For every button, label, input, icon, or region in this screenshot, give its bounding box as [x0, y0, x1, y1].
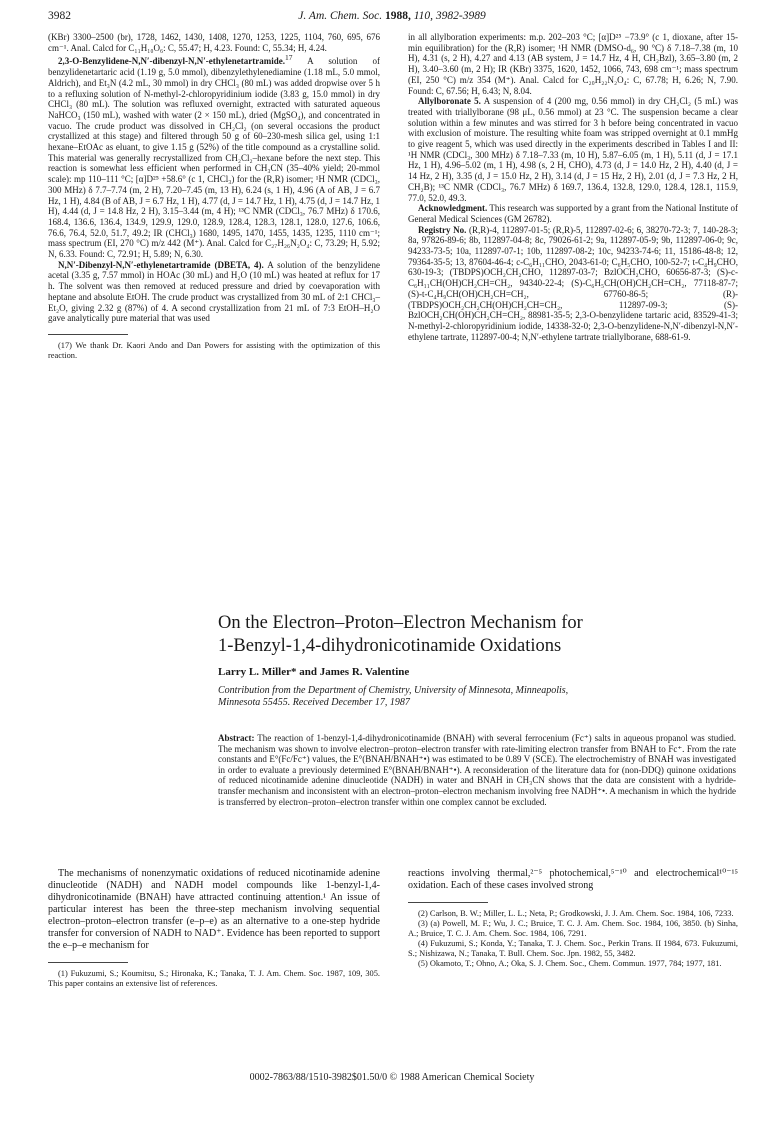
page-number: 3982 — [48, 10, 71, 22]
paragraph-body: This research was supported by a grant from the National Institute of General Medical Sciences (GM 26782). — [408, 203, 738, 224]
reference: (2) Carlson, B. W.; Miller, L. L.; Neta, P.; Grodkowski, J. J. Am. Chem. Soc. 1984, 106, 7233. — [418, 909, 734, 918]
affiliation-line: Contribution from the Department of Chemistry, University of Minnesota, Minneapolis, — [218, 685, 569, 696]
footnotes — [48, 969, 380, 989]
journal-year: 1988, — [384, 10, 411, 22]
registry-numbers — [408, 225, 738, 343]
title-line: On the Electron–Proton–Electron Mechanism for — [218, 613, 583, 633]
abstract-body: The reaction of 1-benzyl-1,4-dihydronicotinamide (BNAH) with several ferrocenium (Fc⁺) salts in aqueous propanol was studied. The mechanism was shown to involve electron–proton–electron transfer with rate-limiting electron transfer from BNAH to Fc⁺. From the rate constants and E°(Fc/Fc⁺) values, the E°(BNAH/BNAH⁺•) was estimated to be 0.89 V (SCE). The electrochemistry of BNAH was investigated in order to evaluate a previously determined E°(BNAH/BNAH⁺•). A reconsideration of the literature data for (non-DDQ) quinone oxidations of reduced nicotinamide adenine dinucleotide (NADH) in water and BNAH in CH₃CN shows that the data are consistent with a hydride-transfer mechanism and inconsistent with an electron–proton–electron mechanism involving free NADH⁺•. A mechanism in which the hydride is transferred by electron–proton–electron transfer within one complex cannot be excluded. — [218, 733, 736, 807]
abstract-label: Abstract: — [218, 733, 255, 743]
paragraph: The mechanisms of nonenzymatic oxidations of reduced nicotinamide adenine dinucleotide (NADH) and NADH model compounds like 1-benzyl-1,4-dihydronicotinamide (BNAH) have attracted continuing attention.¹ An issue of particular interest has been the three-step mechanism involving sequential electron–proton–electron transfer (e–p–e) as an alternative to a one-step hydride transfer for conversion of NADH to NAD⁺. Evidence has been reported to support the e–p–e mechanism for — [48, 868, 380, 951]
affiliation — [218, 685, 718, 709]
acknowledgment — [408, 203, 738, 224]
right-column — [408, 32, 738, 342]
reference-marker: 17 — [285, 53, 293, 63]
section-heading: Registry No. — [418, 224, 467, 235]
affiliation-line: Minnesota 55455. Received December 17, 1987 — [218, 697, 410, 708]
journal-citation — [48, 10, 736, 22]
body-left-column — [48, 868, 380, 989]
journal-volume: 110, — [413, 10, 433, 22]
paragraph — [48, 260, 380, 324]
paragraph-body: A solution of the benzylidene acetal (3.35 g, 7.57 mmol) in HOAc (30 mL) and H₂O (10 mL) was heated at reflux for 17 h. The solvent was then removed at reduced pressure and dried by coevaporation with heptane and absolute EtOH. The crude product was crystallized from 30 mL of 2:1 CHCl₃–Et₂O, giving 2.32 g (87%) of 4. A second crystallization from 21 mL of 7:3 EtOH–H₂O gave analytically pure material that was used — [48, 259, 381, 324]
references — [408, 909, 738, 969]
article-title — [218, 612, 718, 658]
paragraph-body: (R,R)-4, 112897-01-5; (R,R)-5, 112897-02-6; 6, 38270-72-3; 7, 140-28-3; 8a, 97826-89-6; 8b, 112897-04-8; 8c, 79026-61-2; 9a, 112897-05-9; 9b, 112897-06-0; 9c, 94233-73-5; 10a, 112897-07-1; 10b, 112897-08-2; 10c, 94233-74-6; 11, 15186-48-8; 12, 79364-35-5; 13, 87604-46-4; c-C₆H₁₁CHO, 2043-61-0; C₆H₅CHO, 100-52-7; t-C₄H₉CHO, 630-19-3; (TBDPS)OCH₂CH₂CHO, 112897-03-7; BzlOCH₂CHO, 60656-87-3; (S)-c-C₆H₁₁CH(OH)CH₂CH=CH₂, 94340-22-4; (S)-C₆H₅CH(OH)CH₂CH=CH₂, 77118-87-7; (S)-t-C₄H₉CH(OH)CH₂CH=CH₂, 67760-86-5; (R)-(TBDPS)OCH₂CH₂CH(OH)CH₂CH=CH₂, 112897-09-3; (S)-BzlOCH₂CH(OH)CH₂CH=CH₂, 88981-35-5; 2,3-O-benzylidene tartaric acid, 83529-41-3; N-methyl-2-chloropyridinium iodide, 14338-32-0; 2,3-O-benzylidene-N,N′-dibenzyl-N,N′-ethylene tartrate, 112897-00-4; N,N′-ethylene tartrate triallylborane, 688-61-9. — [408, 224, 738, 342]
section-heading: N,N′-Dibenzyl-N,N′-ethylenetartramide (DBETA, 4). — [58, 259, 264, 270]
journal-pages: 3982-3989 — [435, 10, 486, 22]
copyright-footer: 0002-7863/88/1510-3982$01.50/0 © 1988 American Chemical Society — [249, 1072, 535, 1083]
footnote-divider — [48, 962, 128, 963]
section-heading: Acknowledgment. — [418, 203, 488, 214]
journal-name: J. Am. Chem. Soc. — [298, 10, 383, 22]
footnote-divider — [48, 334, 128, 335]
left-column — [48, 32, 380, 361]
reference: (3) (a) Powell, M. F.; Wu, J. C.; Bruice, T. C. J. Am. Chem. Soc. 1984, 106, 3850. (b) Sinha, A.; Bruice, T. C. J. Am. Chem. Soc. 1984, 106, 7291. — [408, 919, 738, 938]
section-heading: Allylboronate 5. — [418, 96, 481, 107]
body-right-column — [408, 868, 738, 969]
paragraph-body: A solution of benzylidenetartaric acid (1.19 g, 5.0 mmol), dibenzylethylenediamine (1.18 mL, 5.0 mmol, Aldrich), and Et₃N (4.2 mL, 30 mmol) in dry CHCl₃ (80 mL) was added dropwise over 5 h to a refluxing solution of N-methyl-2-chloropyridinium iodide (3.83 g, 15.0 mmol) in dry CHCl₃ (80 mL). The solution was refluxed overnight, extracted with saturated aqueous NaHCO₃ (150 mL), washed with water (2 × 150 mL), dried (MgSO₄), and concentrated in vacuo. The crude product was dissolved in CH₂Cl₂ (on several occasions the product crystallized at this stage) and filtered through 50 g of 60–230-mesh silica gel, using 1:1 hexane–EtOAc as eluant, to give 1.15 g (52%) of the title compound as a crystalline solid. This material was generally recrystallized from CH₂Cl₂–hexane before the next step. This reaction is somewhat less efficient when performed in CH₃CN (35–40% yield; 20-mmol scale): mp 110–111 °C; [α]D²⁵ +58.6° (c 1, CHCl₃) for the (R,R) isomer; ¹H NMR (CDCl₃, 300 MHz) δ 7.7–7.74 (m, 2 H), 7.20–7.45 (m, 13 H), 6.24 (s, 1 H), 4.96 (A of AB, J = 6.7 Hz, 1 H), 4.84 (B of AB, J = 6.7 Hz, 1 H), 4.77 (d, J = 14.7 Hz, 1 H), 4.75 (d, J = 14.7 Hz, 1 H), 4.44 (d, J = 14.8 Hz, 2 H), 3.15–3.44 (m, 4 H); ¹³C NMR (CDCl₃, 76.7 MHz) δ 170.6, 168.4, 136.6, 136.4, 134.9, 129.9, 129.0, 128.9, 128.4, 128.3, 128.1, 128.0, 127.6, 106.6, 76.6, 76.4, 52.0, 51.7, 49.2; IR (CHCl₃) 1680, 1495, 1470, 1455, 1435, 1235, 1110 cm⁻¹; mass spectrum (EI, 270 °C) m/z 442 (M⁺). Anal. Calcd for C₂₇H₂₆N₂O₄: C, 73.29; H, 5.92; N, 6.33. Found: C, 72.91; H, 5.89; N, 6.30. — [48, 56, 380, 260]
reference: (4) Fukuzumi, S.; Konda, Y.; Tanaka, T. J. Chem. Soc., Perkin Trans. II 1984, 673. Fukuzumi, S.; Nishizawa, N.; Tanaka, T. Bull. Chem. Soc. Jpn. 1982, 55, 3482. — [408, 939, 738, 958]
paragraph: (KBr) 3300–2500 (br), 1728, 1462, 1430, 1408, 1270, 1253, 1225, 1104, 760, 695, 676 cm⁻¹. Anal. Calcd for C₁₁H₁₀O₆: C, 55.47; H, 4.23. Found: C, 55.34; H, 4.24. — [48, 32, 380, 53]
footnote: (17) We thank Dr. Kaori Ando and Dan Powers for assisting with the optimization of this reaction. — [48, 340, 380, 360]
footnote: (1) Fukuzumi, S.; Koumitsu, S.; Hironaka, K.; Tanaka, T. J. Am. Chem. Soc. 1987, 109, 305. This paper contains an extensive list of references. — [48, 969, 380, 988]
authors: Larry L. Miller* and James R. Valentine — [218, 666, 410, 678]
title-line: 1-Benzyl-1,4-dihydronicotinamide Oxidations — [218, 636, 562, 656]
paragraph: reactions involving thermal,²⁻⁵ photochemical,⁵⁻¹⁰ and electrochemical¹⁰⁻¹⁵ oxidation. Each of these cases involved strong — [408, 868, 738, 891]
footnote-divider — [408, 902, 488, 903]
abstract — [218, 733, 736, 807]
section-heading: 2,3-O-Benzylidene-N,N′-dibenzyl-N,N′-ethylenetartramide. — [58, 56, 286, 67]
paragraph — [48, 53, 380, 259]
paragraph: in all allylboration experiments: m.p. 202–203 °C; [α]D²⁵ −73.9° (c 1, dioxane, after 15-min equilibration) for the (R,R) isomer; ¹H NMR (DMSO-d₆, 90 °C) δ 7.18–7.38 (m, 10 H), 4.31 (s, 2 H), 4.27 and 4.13 (AB system, J = 14.7 Hz, 4 H, CH₂Bzl), 3.65–3.80 (m, 2 H), 3.40–3.60 (m, 2 H); IR (KBr) 3375, 1620, 1452, 1066, 743, 698 cm⁻¹; mass spectrum (EI, 250 °C) m/z 354 (M⁺). Anal. Calcd for C₂₀H₂₂N₂O₄: C, 67.78; H, 6.26; N, 7.90. Found: C, 67.56; H, 6.43; N, 8.04. — [408, 32, 738, 96]
paragraph — [408, 96, 738, 203]
reference: (5) Okamoto, T.; Ohno, A.; Oka, S. J. Chem. Soc., Chem. Commun. 1977, 784; 1977, 181. — [418, 959, 722, 968]
running-header — [48, 10, 736, 26]
paragraph-body: A suspension of 4 (200 mg, 0.56 mmol) in dry CH₂Cl₂ (5 mL) was treated with triallylborane (98 μL, 0.56 mmol) at 23 °C. The suspension became a clear solution within a few minutes and was stirred for 3 h before being concentrated in vacuo with exclusion of moisture. The resulting white foam was stripped overnight at 0.1 mmHg to give reagent 5, which was used directly in the experiments described in Tables I and II: ¹H NMR (CDCl₃, 300 MHz) δ 7.18–7.33 (m, 10 H), 5.87–6.05 (m, 1 H), 5.11 (d, J = 17.1 Hz, 1 H), 4.96–5.02 (m, 1 H), 4.98 (s, 2 H, CHO), 4.73 (d, J = 14.0 Hz, 2 H), 4.40 (d, J = 14 Hz, 2 H), 3.35 (d, J = 15.0 Hz, 2 H), 3.14 (d, J = 15 Hz, 2 H), 2.01 (d, J = 7.3 Hz, 2 H, CH₂B); ¹³C NMR (CDCl₃, 76.7 MHz) δ 169.7, 136.4, 132.8, 129.0, 128.4, 128.1, 115.9, 77.0, 52.0, 49.3. — [408, 96, 738, 203]
